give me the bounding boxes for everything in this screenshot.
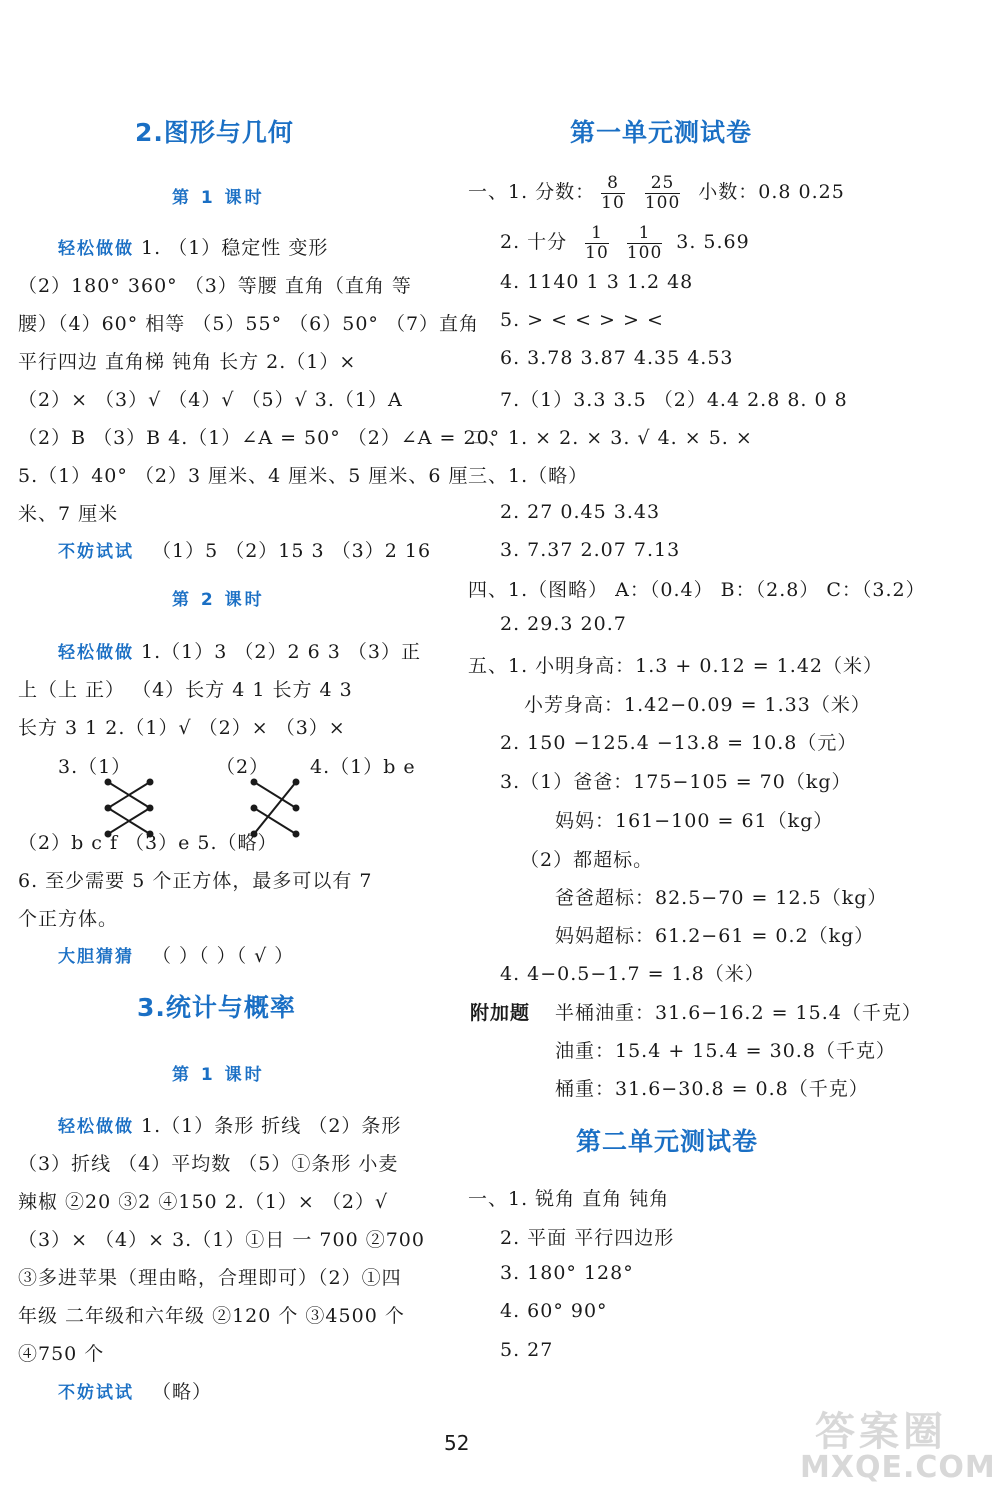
line: 4. 1140 1 3 1.2 48 <box>500 271 694 293</box>
text: 一、1. 分数： <box>468 181 596 203</box>
dot <box>251 779 258 786</box>
line <box>468 172 845 213</box>
line <box>58 536 431 563</box>
line <box>500 222 750 263</box>
line: 6. 3.78 3.87 4.35 4.53 <box>500 347 734 369</box>
line: 四、1.（图略） A：（0.4） B：（2.8） C：（3.2） <box>468 579 926 601</box>
line: 3. 180° 128° <box>500 1262 634 1284</box>
text: 1.（1）3 （2）2 6 3 （3）正 <box>134 641 421 663</box>
line <box>58 1377 212 1404</box>
line: 妈妈：161−100 = 61（kg） <box>555 810 834 832</box>
line: 2. 平面 平行四边形 <box>500 1227 675 1249</box>
line <box>58 1111 401 1138</box>
match-line <box>254 782 296 808</box>
page-number: 52 <box>444 1431 470 1455</box>
line: 4. 60° 90° <box>500 1300 608 1322</box>
text: 1. （1）稳定性 变形 <box>134 237 329 259</box>
denominator: 10 <box>585 242 609 263</box>
text: 1.（1）条形 折线 （2）条形 <box>134 1115 402 1137</box>
numerator: 1 <box>585 224 609 244</box>
line: 辣椒 ②20 ③2 ④150 2.（1）× （2）√ <box>18 1191 389 1213</box>
numerator: 1 <box>627 224 662 244</box>
dot <box>147 779 154 786</box>
line: 三、1.（略） <box>468 465 589 487</box>
fraction <box>645 174 680 213</box>
line: 半桶油重：31.6−16.2 = 15.4（千克） <box>555 1002 922 1024</box>
tag-easy: 轻松做做 <box>58 643 134 663</box>
line: 腰）（4）60° 相等 （5）55° （6）50° （7）直角 <box>18 313 480 335</box>
lesson-title-2: 第 2 课时 <box>172 590 265 610</box>
line: 小芳身高：1.42−0.09 = 1.33（米） <box>524 694 871 716</box>
match-line <box>254 782 296 834</box>
lesson-title-1: 第 1 课时 <box>172 188 265 208</box>
line: （3）× （4）× 3.（1）①日 一 700 ②700 <box>18 1229 425 1251</box>
line: 爸爸超标：82.5−70 = 12.5（kg） <box>555 887 888 909</box>
denominator: 100 <box>626 242 663 263</box>
lesson-title-3: 第 1 课时 <box>172 1065 265 1085</box>
tag-easy: 轻松做做 <box>58 239 134 259</box>
line: 5. > < < > > < <box>500 309 664 331</box>
fraction <box>585 224 609 263</box>
text: 小数：0.8 0.25 <box>698 181 845 203</box>
line <box>58 637 421 664</box>
dot <box>147 805 154 812</box>
line: 长方 3 1 2.（1）√ （2）× （3）× <box>18 717 346 739</box>
bonus-label: 附加题 <box>470 1002 531 1024</box>
line: 4. 4−0.5−1.7 = 1.8（米） <box>500 963 765 985</box>
text: （ ）（ ）（ √ ） <box>152 945 295 967</box>
line: （2）都超标。 <box>520 849 654 871</box>
line: 五、1. 小明身高：1.3 + 0.12 = 1.42（米） <box>468 655 883 677</box>
line: 6. 至少需要 5 个正方体，最多可以有 7 <box>18 870 373 892</box>
dot <box>293 831 300 838</box>
text: 4.（1）b e <box>310 756 416 778</box>
line: 油重：15.4 + 15.4 = 30.8（千克） <box>555 1040 896 1062</box>
line: 3. 7.37 2.07 7.13 <box>500 539 681 561</box>
line: 桶重：31.6−30.8 = 0.8（千克） <box>555 1078 869 1100</box>
dot <box>251 805 258 812</box>
line: 上（上 正） （4）长方 4 1 长方 4 3 <box>18 679 353 701</box>
fraction <box>627 224 662 263</box>
line: （3）折线 （4）平均数 （5）①条形 小麦 <box>18 1153 399 1175</box>
line: 2. 27 0.45 3.43 <box>500 501 661 523</box>
tag-try: 不妨试试 <box>58 542 134 562</box>
denominator: 10 <box>601 192 625 213</box>
text: （2） <box>216 756 270 778</box>
dot <box>105 779 112 786</box>
dot <box>293 779 300 786</box>
denominator: 100 <box>644 192 681 213</box>
tag-try: 不妨试试 <box>58 1383 134 1403</box>
text: （略） <box>152 1381 213 1403</box>
line: （2）180° 360° （3）等腰 直角（直角 等 <box>18 275 412 297</box>
text: 3. 5.69 <box>676 231 750 253</box>
line: （2）× （3）√ （4）√ （5）√ 3.（1）A <box>18 389 403 411</box>
heading-unit2-test: 第二单元测试卷 <box>576 1127 759 1156</box>
line <box>58 941 294 968</box>
line: 5. 27 <box>500 1339 554 1361</box>
line: 2. 29.3 20.7 <box>500 613 627 635</box>
line: 二、1. × 2. × 3. √ 4. × 5. × <box>468 427 753 449</box>
tag-guess: 大胆猜猜 <box>58 947 134 967</box>
text: （1）5 （2）15 3 （3）2 16 <box>152 540 432 562</box>
line: 3.（1）爸爸：175−105 = 70（kg） <box>500 771 852 793</box>
dot <box>105 805 112 812</box>
line: ③多进苹果（理由略，合理即可）（2）①四 <box>18 1267 402 1289</box>
line <box>18 233 328 260</box>
numerator: 25 <box>645 174 680 194</box>
tag-easy: 轻松做做 <box>58 1117 134 1137</box>
line: （2）b c f （3）e 5.（略） <box>18 832 278 854</box>
heading-unit1-test: 第一单元测试卷 <box>570 118 753 147</box>
watermark-site: MXQE.COM <box>800 1450 996 1485</box>
text: 2. 十分 <box>500 231 568 253</box>
text: 3.（1） <box>58 756 132 778</box>
heading-statistics: 3.统计与概率 <box>137 993 296 1022</box>
line: 个正方体。 <box>18 908 119 930</box>
line: 7.（1）3.3 3.5 （2）4.4 2.8 8. 0 8 <box>500 389 848 411</box>
line: 2. 150 −125.4 −13.8 = 10.8（元） <box>500 732 858 754</box>
line: 米、7 厘米 <box>18 503 119 525</box>
fraction <box>601 174 625 213</box>
line: 5.（1）40° （2）3 厘米、4 厘米、5 厘米、6 厘 <box>18 465 469 487</box>
dot <box>293 805 300 812</box>
numerator: 8 <box>601 174 625 194</box>
line: ④750 个 <box>18 1343 105 1365</box>
line: 妈妈超标：61.2−61 = 0.2（kg） <box>555 925 875 947</box>
heading-geometry: 2.图形与几何 <box>135 118 294 147</box>
line: 一、1. 锐角 直角 钝角 <box>468 1188 670 1210</box>
line: （2）B （3）B 4.（1）∠A = 50° （2）∠A = 20° <box>18 427 501 449</box>
line: 平行四边 直角梯 钝角 长方 2.（1）× <box>18 351 357 373</box>
watermark-logo: 答案圈 <box>815 1409 947 1455</box>
line: 年级 二年级和六年级 ②120 个 ③4500 个 <box>18 1305 405 1327</box>
